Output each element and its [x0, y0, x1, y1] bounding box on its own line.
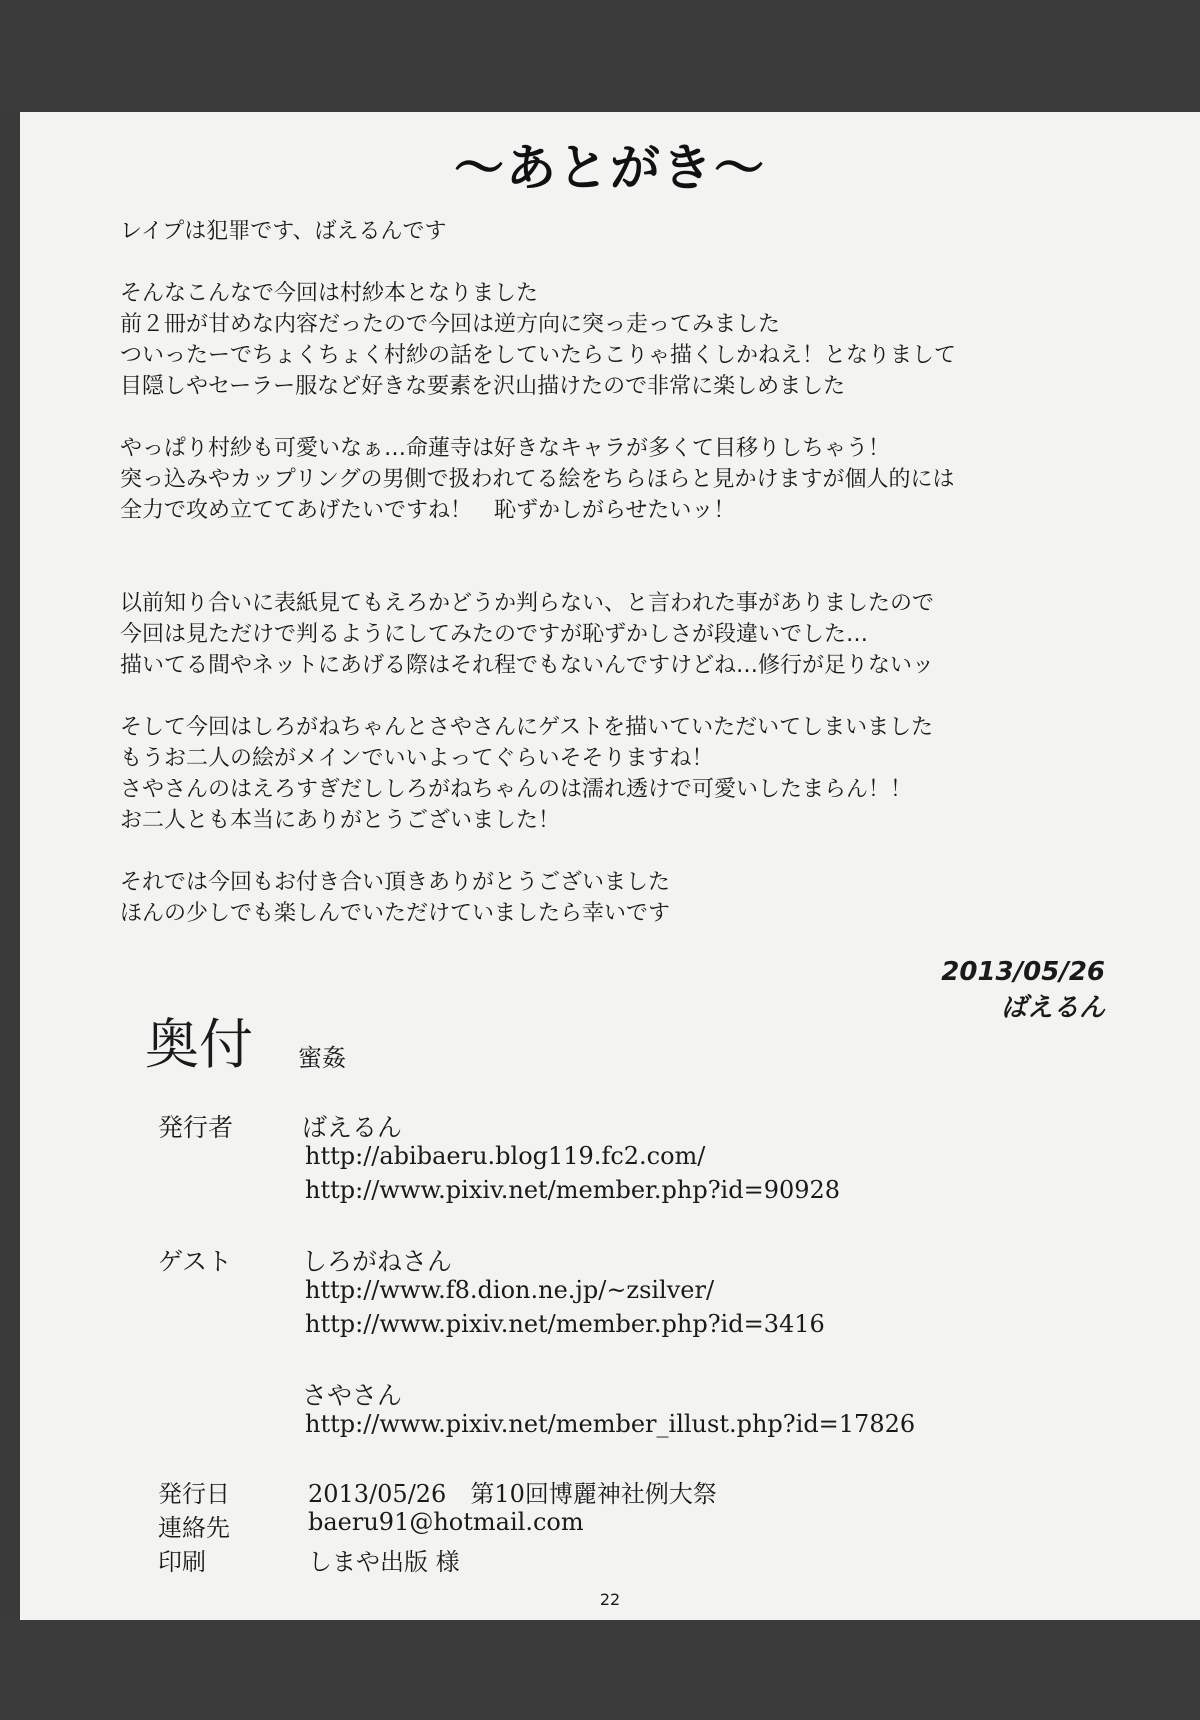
paragraph: [120, 712, 1120, 836]
paragraph: [120, 278, 1120, 402]
scan-top-border: [0, 0, 1200, 112]
publisher-name: ばえるん: [302, 1113, 403, 1142]
text-line: 今回は見ただけで判るようにしてみたのですが恥ずかしさが段違いでした…: [120, 622, 869, 647]
signature-block: [941, 954, 1105, 1026]
colophon-heading: 奥付: [145, 1013, 253, 1076]
text-line: ほんの少しでも楽しんでいただけていましたら幸いです: [120, 901, 671, 926]
circle-name: 蜜姦: [298, 1044, 346, 1072]
contact-label: 連絡先: [158, 1514, 230, 1542]
text-line: さやさんのはえろすぎだししろがねちゃんのは濡れ透けで可愛いしたまらん！！: [120, 777, 913, 802]
text-line: もうお二人の絵がメインでいいよってぐらいそそりますね！: [120, 746, 714, 771]
signature-date: 2013/05/26: [941, 957, 1105, 987]
text-line: 突っ込みやカップリングの男側で扱われてる絵をちらほらと見かけますが個人的には: [120, 467, 955, 492]
printer-label: 印刷: [158, 1548, 206, 1576]
text-line: 目隠しやセーラー服など好きな要素を沢山描けたので非常に楽しめました: [120, 374, 846, 399]
text-line: それでは今回もお付き合い頂きありがとうございました: [120, 870, 671, 895]
publisher-label: 発行者: [158, 1113, 234, 1142]
text-line: そして今回はしろがねちゃんとさやさんにゲストを描いていただいてしまいました: [120, 715, 934, 740]
guest-label: ゲスト: [158, 1247, 233, 1276]
publisher-url[interactable]: http://www.pixiv.net/member.php?id=90928: [305, 1176, 841, 1204]
text-line: 全力で攻め立ててあげたいですね！ 恥ずかしがらせたいッ！: [120, 498, 736, 523]
publish-date-label: 発行日: [158, 1480, 230, 1508]
document-page: [20, 112, 1200, 1620]
text-line: お二人とも本当にありがとうございました！: [120, 808, 561, 833]
afterword-body: [120, 216, 1120, 960]
scan-bottom-border: [0, 1620, 1200, 1720]
text-line: 前２冊が甘めな内容だったので今回は逆方向に突っ走ってみました: [120, 312, 781, 337]
publish-date-value: 2013/05/26 第10回博麗神社例大祭: [308, 1480, 717, 1508]
paragraph: [120, 433, 1120, 526]
text-line: ついったーでちょくちょく村紗の話をしていたらこりゃ描くしかねえ！となりまして: [120, 343, 957, 368]
publisher-url[interactable]: http://abibaeru.blog119.fc2.com/: [305, 1142, 706, 1170]
paragraph: [120, 867, 1120, 929]
page-title: 〜あとがき〜: [454, 139, 766, 197]
guest-url[interactable]: http://www.pixiv.net/member.php?id=3416: [305, 1310, 825, 1338]
text-line: レイプは犯罪です、ばえるんです: [120, 219, 447, 244]
page-number: 22: [599, 1590, 621, 1609]
guest-name: しろがねさん: [302, 1247, 453, 1276]
guest-url[interactable]: http://www.pixiv.net/member_illust.php?id=17826: [305, 1410, 916, 1438]
paragraph: [120, 216, 1120, 247]
paragraph: [120, 588, 1120, 681]
text-line: 以前知り合いに表紙見てもえろかどうか判らない、と言われた事がありましたので: [120, 591, 935, 616]
contact-value[interactable]: baeru91@hotmail.com: [308, 1508, 584, 1536]
signature-name: ばえるん: [1000, 993, 1105, 1023]
printer-value: しまや出版 様: [308, 1548, 460, 1576]
text-line: そんなこんなで今回は村紗本となりました: [120, 281, 539, 306]
guest-name: さやさん: [302, 1381, 403, 1410]
guest-url[interactable]: http://www.f8.dion.ne.jp/~zsilver/: [305, 1276, 715, 1304]
text-line: やっぱり村紗も可愛いなぁ…命蓮寺は好きなキャラが多くて目移りしちゃう！: [120, 436, 891, 461]
text-line: 描いてる間やネットにあげる際はそれ程でもないんですけどね…修行が足りないッ: [120, 653, 935, 678]
